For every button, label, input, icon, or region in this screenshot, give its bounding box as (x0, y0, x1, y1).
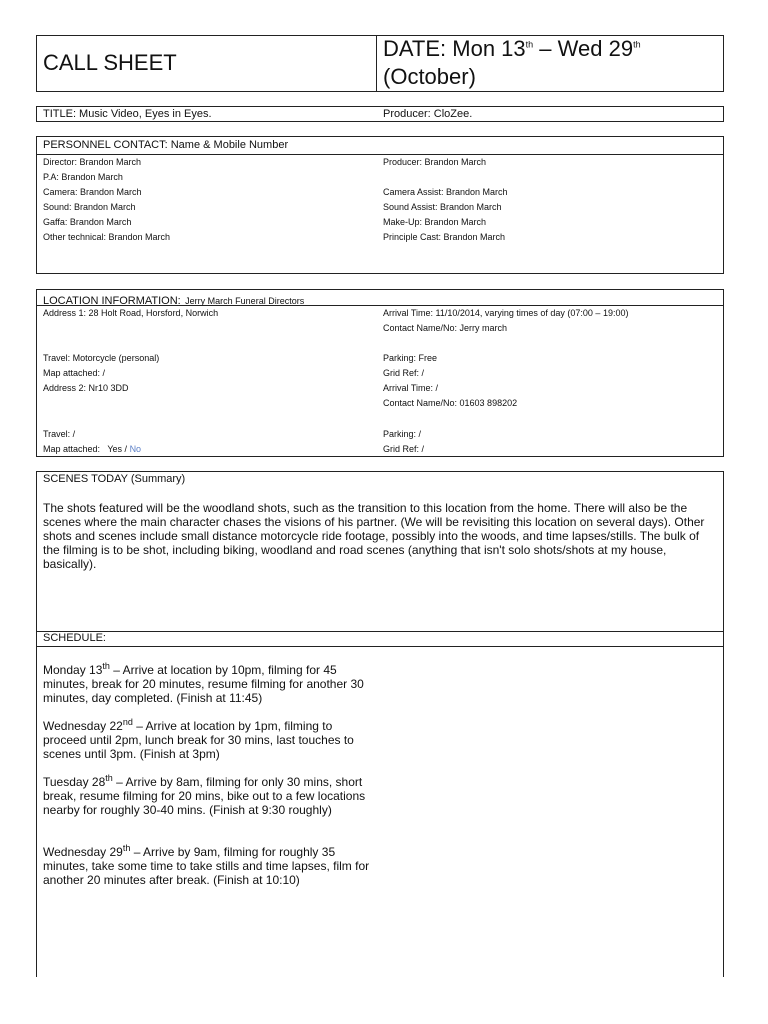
location-heading (43, 291, 304, 309)
location-divider (37, 305, 723, 306)
scenes-heading: SCENES TODAY (Summary) (43, 473, 186, 485)
schedule-sup-3: th (105, 773, 113, 783)
date-sup-1: th (525, 39, 534, 50)
date-mid: – Wed 29 (533, 36, 634, 61)
header-box (36, 35, 724, 92)
personnel-left-4: Sound: Brandon March (43, 202, 136, 212)
scenes-schedule-box (36, 471, 724, 977)
schedule-sup-4: th (122, 843, 131, 853)
date-line-2: (October) (383, 64, 476, 89)
schedule-day-3: Tuesday 28 (43, 775, 106, 789)
personnel-right-4: Sound Assist: Brandon March (383, 202, 502, 212)
address-1: Address 1: 28 Holt Road, Horsford, Norwich (43, 308, 219, 318)
parking-1: Parking: Free (383, 353, 438, 363)
address-2: Address 2: Nr10 3DD (43, 383, 129, 393)
schedule-top-divider (37, 631, 723, 632)
personnel-right-1: Producer: Brandon March (383, 157, 487, 167)
contact-1: Contact Name/No: Jerry march (383, 323, 508, 333)
personnel-left-3: Camera: Brandon March (43, 187, 142, 197)
header-divider (376, 36, 377, 91)
location-heading-detail: Jerry March Funeral Directors (185, 296, 305, 306)
location-heading-label: LOCATION INFORMATION: (43, 295, 181, 307)
personnel-right-6: Principle Cast: Brandon March (383, 232, 506, 242)
schedule-day-2: Wednesday 22 (43, 719, 123, 733)
arrival-time-1: Arrival Time: 11/10/2014, varying times of day (07:00 – 19:00) (383, 308, 629, 318)
map-attached-1: Map attached: / (43, 368, 106, 378)
title-box (36, 106, 724, 122)
personnel-left-5: Gaffa: Brandon March (43, 217, 132, 227)
parking-2: Parking: / (383, 429, 422, 439)
date-prefix: DATE: Mon 13 (383, 36, 526, 61)
personnel-left-2: P.A: Brandon March (43, 172, 123, 182)
schedule-text-4: – Arrive by 9am, filming for roughly 35 minutes, take some time to take stills and time lapses, film for another 20 minutes after break. (Finish at 10:10) (43, 845, 370, 887)
schedule-entry-3 (43, 771, 373, 817)
call-sheet-title: CALL SHEET (43, 50, 177, 75)
schedule-divider (37, 646, 723, 647)
schedule-text-2: – Arrive at location by 1pm, filming to proceed until 2pm, lunch break for 30 mins, last touches to scenes until 3pm. (Finish at 3pm) (43, 719, 354, 761)
schedule-entry-1 (43, 659, 373, 705)
schedule-heading: SCHEDULE: (43, 632, 106, 644)
schedule-entry-2 (43, 715, 373, 761)
personnel-left-1: Director: Brandon March (43, 157, 142, 167)
personnel-divider (37, 154, 723, 155)
producer: Producer: CloZee. (383, 108, 473, 120)
schedule-text-3: – Arrive by 8am, filming for only 30 mins, short break, resume filming for 20 mins, bike out to a few locations nearby for roughly 30-40 mins. (Finish at 9:30 roughly) (43, 775, 366, 817)
schedule-sup-2: nd (122, 717, 133, 727)
personnel-right-3: Camera Assist: Brandon March (383, 187, 508, 197)
travel-1: Travel: Motorcycle (personal) (43, 353, 160, 363)
personnel-right-5: Make-Up: Brandon March (383, 217, 487, 227)
schedule-entry-4 (43, 841, 373, 887)
schedule-day-1: Monday 13 (43, 663, 103, 677)
location-box (36, 289, 724, 457)
schedule-sup-1: th (102, 661, 110, 671)
personnel-heading: PERSONNEL CONTACT: Name & Mobile Number (43, 139, 289, 151)
contact-2: Contact Name/No: 01603 898202 (383, 398, 518, 408)
date-sup-2: th (633, 39, 641, 50)
map-attached-2-no: No (129, 444, 142, 454)
personnel-box (36, 136, 724, 274)
map-attached-2-prefix: Map attached: Yes / (43, 444, 130, 454)
scenes-summary: The shots featured will be the woodland shots, such as the transition to this location from the home. There will also be the scenes where the main character chases the visions of his partner. (We will be revisiting this location on several days). Other shots and scenes include small distance motorcycle ride footage, possibly into the woods, and time lapses/stills. The bulk of the filming is to be shot, including biking, woodland and road scenes (anything that isn't solo shots/shots at my house, basically). (43, 501, 705, 571)
personnel-left-6: Other technical: Brandon March (43, 232, 171, 242)
arrival-time-2: Arrival Time: / (383, 383, 439, 393)
schedule-day-4: Wednesday 29 (43, 845, 123, 859)
schedule-text-1: – Arrive at location by 10pm, filming for 45 minutes, break for 20 minutes, resume filming for another 30 minutes, day completed. (Finish at 11:45) (43, 663, 364, 705)
map-attached-2 (43, 444, 141, 454)
video-title: TITLE: Music Video, Eyes in Eyes. (43, 108, 212, 120)
travel-2: Travel: / (43, 429, 76, 439)
grid-ref-1: Grid Ref: / (383, 368, 425, 378)
date-line (383, 36, 641, 62)
grid-ref-2: Grid Ref: / (383, 444, 425, 454)
